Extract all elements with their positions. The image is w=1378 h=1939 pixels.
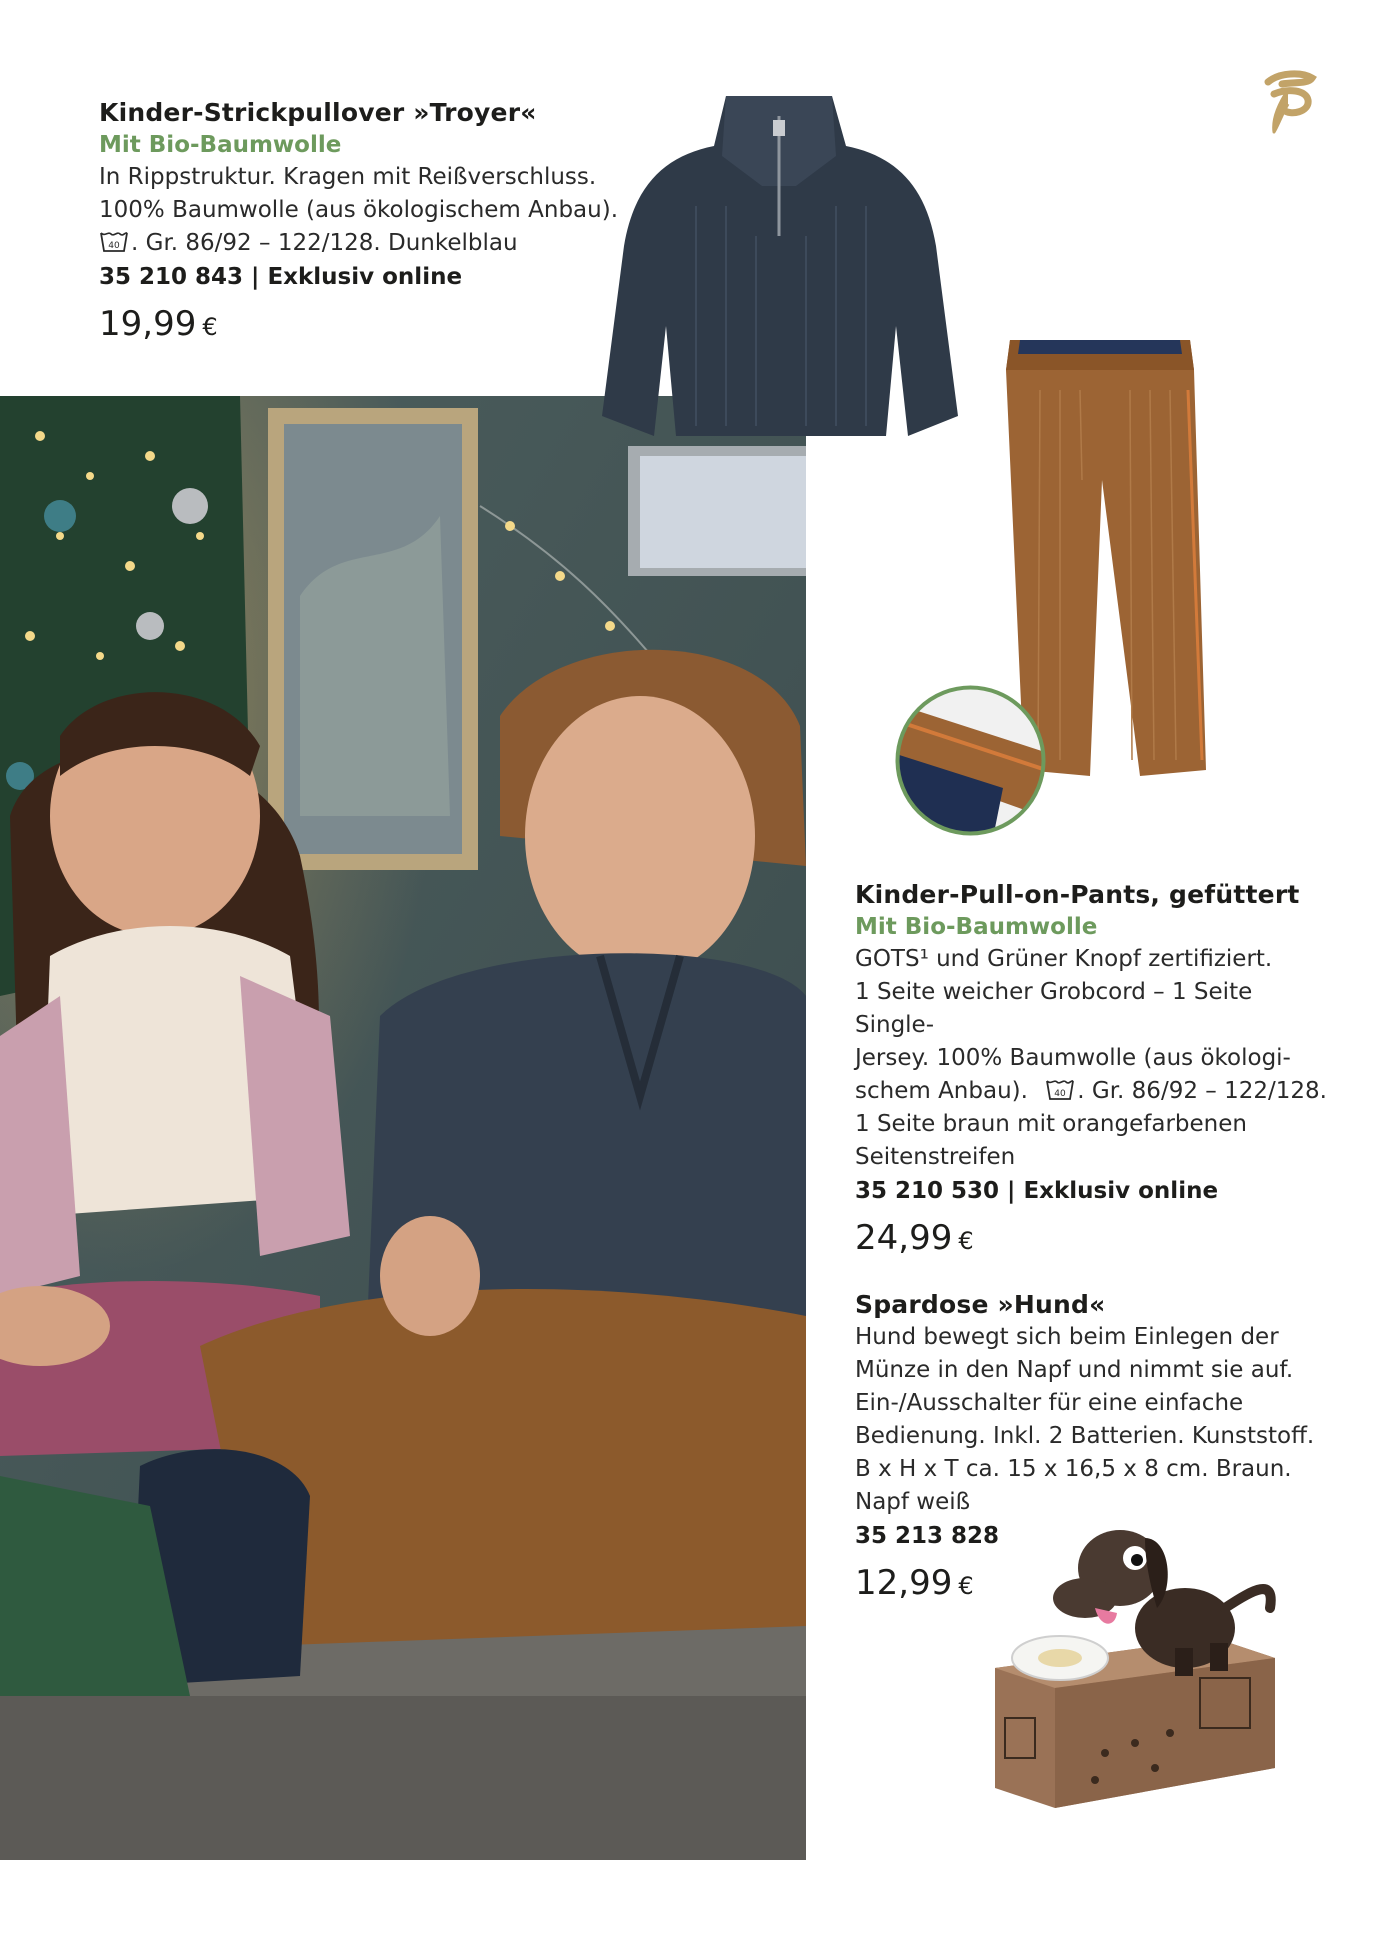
- price-value: 19,99: [99, 304, 197, 344]
- product-description: [855, 1321, 1335, 1519]
- desc-line: 1 Seite braun mit orangefarbenen: [855, 1111, 1247, 1137]
- children-christmas-photo: [0, 396, 806, 1860]
- tchibo-logo-icon: [1254, 68, 1318, 138]
- wash-40-icon: [99, 229, 129, 253]
- price-value: 12,99: [855, 1563, 953, 1603]
- product-sweater: [99, 96, 619, 349]
- desc-line: [99, 227, 619, 260]
- desc-line: B x H x T ca. 15 x 16,5 x 8 cm. Braun.: [855, 1456, 1292, 1482]
- desc-text: . Gr. 86/92 – 122/128.: [1077, 1078, 1327, 1104]
- price-currency: €: [958, 1572, 974, 1600]
- desc-line: In Rippstruktur. Kragen mit Reißverschluss.: [99, 164, 597, 190]
- wash-temperature: 40: [108, 241, 120, 251]
- price-value: 24,99: [855, 1218, 953, 1258]
- desc-line: [855, 1075, 1335, 1108]
- product-title: Kinder-Pull-on-Pants, gefüttert: [855, 880, 1300, 909]
- wash-40-icon: [1045, 1077, 1075, 1101]
- desc-line: Münze in den Napf und nimmt sie auf.: [855, 1357, 1294, 1383]
- product-title: Spardose »Hund«: [855, 1290, 1106, 1319]
- product-description: [99, 161, 619, 260]
- desc-line: Bedienung. Inkl. 2 Batterien. Kunststoff.: [855, 1423, 1315, 1449]
- desc-line: Hund bewegt sich beim Einlegen der: [855, 1324, 1279, 1350]
- price-currency: €: [958, 1227, 974, 1255]
- desc-line: 1 Seite weicher Grobcord – 1 Seite Single-: [855, 979, 1253, 1038]
- knit-sweater-image: [596, 86, 962, 456]
- dog-money-bank-image: [985, 1518, 1285, 1818]
- product-subtitle: Mit Bio-Baumwolle: [99, 132, 342, 158]
- price: [99, 302, 619, 349]
- desc-line: GOTS¹ und Grüner Knopf zertifiziert.: [855, 946, 1273, 972]
- article-number: 35 213 828: [855, 1523, 1000, 1549]
- article-number: 35 210 843 | Exklusiv online: [99, 264, 463, 290]
- price-currency: €: [202, 313, 218, 341]
- desc-line: 100% Baumwolle (aus ökologischem Anbau).: [99, 197, 619, 223]
- desc-line: Jersey. 100% Baumwolle (aus ökologi-: [855, 1045, 1291, 1071]
- product-title: Kinder-Strickpullover »Troyer«: [99, 98, 537, 127]
- article-number: 35 210 530 | Exklusiv online: [855, 1178, 1219, 1204]
- desc-line: Napf weiß: [855, 1489, 971, 1515]
- product-pants: [855, 878, 1335, 1263]
- desc-line: Ein-/Ausschalter für eine einfache: [855, 1390, 1244, 1416]
- price: [855, 1216, 1335, 1263]
- desc-size-color: . Gr. 86/92 – 122/128. Dunkelblau: [131, 230, 518, 256]
- pants-cuff-detail-image: [893, 683, 1048, 838]
- product-subtitle: Mit Bio-Baumwolle: [855, 914, 1098, 940]
- product-description: [855, 943, 1335, 1174]
- desc-line: Seitenstreifen: [855, 1144, 1016, 1170]
- wash-temperature: 40: [1054, 1089, 1066, 1099]
- desc-text: schem Anbau).: [855, 1078, 1028, 1104]
